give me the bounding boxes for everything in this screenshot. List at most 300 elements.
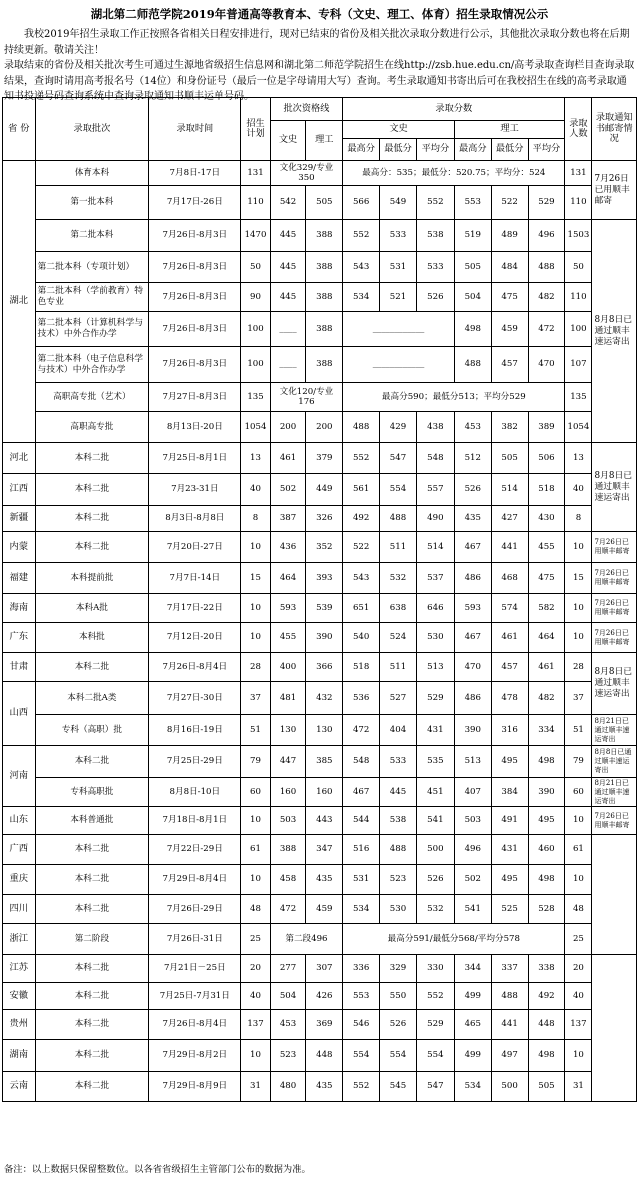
count-cell: 10 [565,807,592,835]
science-min-cell: 491 [491,807,528,835]
arts-avg-cell: 646 [416,594,454,623]
plan-cell: 40 [241,474,270,506]
time-cell: 7月22日-29日 [149,835,241,865]
time-cell: 8月16日-19日 [149,715,241,746]
science-max-cell: 390 [454,715,491,746]
notice-cell: 7月26日已用顺丰邮寄 [592,532,637,563]
batch-cell: 高职高专批 [35,412,149,443]
notice-cell: 7月26日已用顺丰邮寄 [592,563,637,594]
table-row [3,506,637,532]
science-avg-cell: 460 [528,835,565,865]
count-cell: 10 [565,865,592,895]
arts-min-cell: 429 [380,412,417,443]
batch-cell: 高职高专批（艺术） [35,383,149,412]
science-min-cell: 495 [491,865,528,895]
header-arts-min: 最低分 [380,139,417,161]
header-time: 录取时间 [149,98,241,161]
science-min-cell: 461 [491,623,528,653]
threshold-science-cell: 130 [306,715,343,746]
arts-max-cell: 540 [343,623,380,653]
batch-cell: 本科二批 [35,474,149,506]
batch-cell: 本科A批 [35,594,149,623]
count-cell: 10 [565,623,592,653]
threshold-science-cell: 388 [306,220,343,252]
arts-max-cell: 534 [343,895,380,924]
science-max-cell: 344 [454,955,491,983]
threshold-science-cell: 449 [306,474,343,506]
threshold-science-cell: 390 [306,623,343,653]
time-cell: 7月25日-29日 [149,746,241,778]
plan-cell: 25 [241,924,270,955]
arts-avg-cell: 529 [416,1010,454,1040]
province-cell: 浙江 [3,924,36,955]
batch-cell: 本科二批 [35,835,149,865]
science-max-cell: 498 [454,312,491,347]
science-avg-cell: 475 [528,563,565,594]
arts-min-cell: 488 [380,506,417,532]
threshold-science-cell: 369 [306,1010,343,1040]
count-cell: 25 [565,924,592,955]
science-max-cell: 593 [454,594,491,623]
time-cell: 7月21日－25日 [149,955,241,983]
table-row [3,924,637,955]
arts-max-cell: 518 [343,653,380,682]
science-min-cell: 478 [491,682,528,715]
science-avg-cell: 488 [528,252,565,283]
plan-cell: 40 [241,983,270,1010]
science-min-cell: 457 [491,347,528,383]
arts-min-cell: 511 [380,653,417,682]
province-cell: 广东 [3,623,36,653]
science-avg-cell: 455 [528,532,565,563]
province-cell: 海南 [3,594,36,623]
count-cell: 37 [565,682,592,715]
science-min-cell: 488 [491,983,528,1010]
province-cell: 湖北 [3,161,36,443]
arts-avg-cell: 529 [416,682,454,715]
threshold-science-cell: 326 [306,506,343,532]
arts-avg-cell: 532 [416,895,454,924]
table-row [3,532,637,563]
science-max-cell: 467 [454,532,491,563]
arts-min-cell: 532 [380,563,417,594]
science-min-cell: 522 [491,186,528,220]
batch-cell: 本科二批 [35,895,149,924]
arts-max-cell: 522 [343,532,380,563]
science-min-cell: 468 [491,563,528,594]
time-cell: 7月25日-7月31日 [149,983,241,1010]
arts-min-cell: 554 [380,474,417,506]
arts-avg-cell: 552 [416,983,454,1010]
header-notice: 录取通知书邮寄情况 [592,98,637,161]
science-max-cell: 502 [454,865,491,895]
threshold-arts-cell: 387 [270,506,306,532]
science-min-cell: 441 [491,1010,528,1040]
batch-cell: 体育本科 [35,161,149,186]
province-cell: 河南 [3,746,36,807]
header-plan: 招生计划 [241,98,270,161]
threshold-arts-cell: 503 [270,807,306,835]
header-science-max: 最高分 [454,139,491,161]
science-min-cell: 500 [491,1072,528,1102]
time-cell: 8月8日-10日 [149,778,241,807]
notice-cell: 8月8日已通过顺丰速运寄出 [592,653,637,715]
threshold-arts-cell: ____ [270,312,306,347]
arts-min-cell: 550 [380,983,417,1010]
arts-max-cell: 472 [343,715,380,746]
count-cell: 48 [565,895,592,924]
province-cell: 重庆 [3,865,36,895]
arts-max-cell: 516 [343,835,380,865]
header-science: 理工 [454,121,565,139]
arts-avg-cell: 490 [416,506,454,532]
threshold-science-cell: 388 [306,347,343,383]
table-row [3,1040,637,1072]
plan-cell: 137 [241,1010,270,1040]
count-cell: 8 [565,506,592,532]
plan-cell: 15 [241,563,270,594]
table-row [3,474,637,506]
threshold-arts-cell: 542 [270,186,306,220]
science-min-cell: 495 [491,746,528,778]
province-cell: 湖南 [3,1040,36,1072]
batch-cell: 专科（高职）批 [35,715,149,746]
time-cell: 7月27日-8月3日 [149,383,241,412]
batch-cell: 本科二批 [35,1010,149,1040]
science-avg-cell: 529 [528,186,565,220]
count-cell: 131 [565,161,592,186]
table-row [3,682,637,715]
plan-cell: 135 [241,383,270,412]
science-min-cell: 382 [491,412,528,443]
science-max-cell: 467 [454,623,491,653]
table-row [3,715,637,746]
threshold-science-cell: 366 [306,653,343,682]
arts-min-cell: 521 [380,283,417,312]
plan-cell: 31 [241,1072,270,1102]
arts-min-cell: 533 [380,220,417,252]
plan-cell: 100 [241,347,270,383]
arts-min-cell: 538 [380,807,417,835]
arts-min-cell: 445 [380,778,417,807]
threshold-arts-cell: 464 [270,563,306,594]
science-min-cell: 514 [491,474,528,506]
arts-avg-cell: 547 [416,1072,454,1102]
science-max-cell: 519 [454,220,491,252]
arts-avg-cell: 330 [416,955,454,983]
scores-merged-cell: 最高分：535；最低分：520.75；平均分：524 [343,161,565,186]
science-max-cell: 407 [454,778,491,807]
threshold-arts-cell: 502 [270,474,306,506]
page-title: 湖北第二师范学院2019年普通高等教育本、专科（文史、理工、体育）招生录取情况公示 [90,7,549,21]
intro-paragraph-2: 录取结束的省份及相关批次考生可通过生源地省级招生信息网和湖北第二师范学院招生在线http://zsb.hue.edu.cn/高考录取查询栏目查询录取结果，查询时请用高考报名号（14位）和身份证号（最后一位是字母请用大写）查询。考生录取通知书寄出后可在我校招生在线的高考录取通知书投递号码查询系统中查询录取通知书顺丰运单号码。 [4,60,635,102]
table-row [3,653,637,682]
count-cell: 31 [565,1072,592,1102]
notice-cell: 8月21日已通过顺丰速运寄出 [592,715,637,746]
batch-cell: 本科批 [35,623,149,653]
intro-paragraph-1: 我校2019年招生录取工作正按照各省相关日程安排进行，现对已结束的省份及相关批次录取分数进行公示，其他批次录取分数也将在后期持续更新。敬请关注！ [4,29,630,56]
science-min-cell: 316 [491,715,528,746]
batch-cell: 本科普通批 [35,807,149,835]
notice-cell: 8月8日已通过顺丰速运寄出 [592,746,637,778]
threshold-arts-cell: 455 [270,623,306,653]
province-cell: 四川 [3,895,36,924]
table-row [3,955,637,983]
threshold-science-cell: 307 [306,955,343,983]
header-batch: 录取批次 [35,98,149,161]
batch-cell: 第二批本科（专项计划） [35,252,149,283]
header-science-min: 最低分 [491,139,528,161]
science-min-cell: 574 [491,594,528,623]
plan-cell: 8 [241,506,270,532]
table-row [3,594,637,623]
threshold-science-cell: 539 [306,594,343,623]
intro-text [4,27,636,105]
science-max-cell: 453 [454,412,491,443]
science-min-cell: 337 [491,955,528,983]
threshold-arts-cell: 388 [270,835,306,865]
batch-cell: 本科二批A类 [35,682,149,715]
time-cell: 7月26日-8月3日 [149,252,241,283]
arts-min-cell: 527 [380,682,417,715]
science-min-cell: 427 [491,506,528,532]
science-avg-cell: 582 [528,594,565,623]
province-cell: 新疆 [3,506,36,532]
plan-cell: 10 [241,594,270,623]
science-avg-cell: 389 [528,412,565,443]
count-cell: 10 [565,594,592,623]
batch-cell: 第二批本科 [35,220,149,252]
threshold-science-cell: 200 [306,412,343,443]
notice-cell: 8月8日已通过顺丰速运寄出 [592,220,637,443]
count-cell: 1054 [565,412,592,443]
plan-cell: 51 [241,715,270,746]
count-cell: 10 [565,1040,592,1072]
count-cell: 100 [565,312,592,347]
science-min-cell: 475 [491,283,528,312]
threshold-arts-cell: 523 [270,1040,306,1072]
count-cell: 10 [565,532,592,563]
arts-max-cell: 651 [343,594,380,623]
arts-avg-cell: 431 [416,715,454,746]
plan-cell: 79 [241,746,270,778]
arts-avg-cell: 438 [416,412,454,443]
plan-cell: 100 [241,312,270,347]
arts-avg-cell: 500 [416,835,454,865]
count-cell: 13 [565,443,592,474]
science-avg-cell: 338 [528,955,565,983]
arts-min-cell: 547 [380,443,417,474]
time-cell: 8月13日-20日 [149,412,241,443]
arts-min-cell: 404 [380,715,417,746]
time-cell: 7月25日-8月1日 [149,443,241,474]
arts-avg-cell: 513 [416,653,454,682]
header-arts: 文史 [343,121,455,139]
threshold-merged-cell: 文化329/专业350 [270,161,343,186]
plan-cell: 61 [241,835,270,865]
time-cell: 8月3日-8月8日 [149,506,241,532]
table-row [3,283,637,312]
science-max-cell: 541 [454,895,491,924]
table-row [3,983,637,1010]
arts-avg-cell: 538 [416,220,454,252]
plan-cell: 10 [241,865,270,895]
count-cell: 107 [565,347,592,383]
science-min-cell: 489 [491,220,528,252]
notice-cell [592,835,637,955]
science-avg-cell: 482 [528,682,565,715]
plan-cell: 1054 [241,412,270,443]
threshold-science-cell: 379 [306,443,343,474]
province-cell: 广西 [3,835,36,865]
arts-max-cell: 552 [343,443,380,474]
arts-max-cell: 467 [343,778,380,807]
arts-min-cell: 526 [380,1010,417,1040]
notice-cell: 7月26日已用顺丰邮寄 [592,594,637,623]
science-min-cell: 431 [491,835,528,865]
count-cell: 15 [565,563,592,594]
arts-max-cell: 336 [343,955,380,983]
threshold-arts-cell: 400 [270,653,306,682]
header-threshold-science: 理工 [306,121,343,161]
table-row [3,161,637,186]
science-avg-cell: 498 [528,746,565,778]
science-avg-cell: 492 [528,983,565,1010]
plan-cell: 13 [241,443,270,474]
threshold-science-cell: 393 [306,563,343,594]
science-avg-cell: 498 [528,865,565,895]
table-row [3,623,637,653]
science-min-cell: 441 [491,532,528,563]
arts-min-cell: 549 [380,186,417,220]
time-cell: 7月26日-8月4日 [149,653,241,682]
science-min-cell: 384 [491,778,528,807]
batch-cell: 本科二批 [35,955,149,983]
time-cell: 7月18日-8月1日 [149,807,241,835]
province-cell: 山西 [3,682,36,746]
count-cell: 1503 [565,220,592,252]
arts-max-cell: 543 [343,563,380,594]
science-avg-cell: 482 [528,283,565,312]
time-cell: 7月26日-8月3日 [149,312,241,347]
time-cell: 7月17日-26日 [149,186,241,220]
plan-cell: 110 [241,186,270,220]
plan-cell: 10 [241,623,270,653]
threshold-arts-cell: 445 [270,220,306,252]
threshold-arts-cell: 277 [270,955,306,983]
arts-max-cell: 492 [343,506,380,532]
threshold-science-cell: 388 [306,252,343,283]
time-cell: 7月29日-8月4日 [149,865,241,895]
plan-cell: 10 [241,1040,270,1072]
time-cell: 7月23-31日 [149,474,241,506]
province-cell: 安徽 [3,983,36,1010]
time-cell: 7月26日-8月3日 [149,220,241,252]
batch-cell: 本科二批 [35,1040,149,1072]
threshold-science-cell: 388 [306,312,343,347]
province-cell: 福建 [3,563,36,594]
batch-cell: 本科提前批 [35,563,149,594]
arts-min-cell: 530 [380,895,417,924]
science-avg-cell: 472 [528,312,565,347]
arts-min-cell: 523 [380,865,417,895]
science-max-cell: 503 [454,807,491,835]
count-cell: 110 [565,186,592,220]
threshold-arts-cell: 436 [270,532,306,563]
plan-cell: 48 [241,895,270,924]
science-min-cell: 459 [491,312,528,347]
science-avg-cell: 528 [528,895,565,924]
batch-cell: 本科二批 [35,865,149,895]
threshold-science-cell: 459 [306,895,343,924]
threshold-science-cell: 347 [306,835,343,865]
arts-min-cell: 531 [380,252,417,283]
science-max-cell: 435 [454,506,491,532]
plan-cell: 90 [241,283,270,312]
plan-cell: 131 [241,161,270,186]
threshold-arts-cell: 481 [270,682,306,715]
notice-cell [592,955,637,1102]
batch-cell: 第二批本科（计算机科学与技术）中外合作办学 [35,312,149,347]
table-row [3,443,637,474]
province-cell: 江西 [3,474,36,506]
scores-merged-cell: 最高分591/最低分568/平均分578 [343,924,565,955]
arts-max-cell: 531 [343,865,380,895]
batch-cell: 本科二批 [35,443,149,474]
table-row [3,186,637,220]
arts-avg-cell: 548 [416,443,454,474]
threshold-science-cell: 385 [306,746,343,778]
threshold-merged-cell: 文化120/专业176 [270,383,343,412]
table-row [3,807,637,835]
science-avg-cell: 464 [528,623,565,653]
arts-min-cell: 533 [380,746,417,778]
header-scores: 录取分数 [343,98,565,121]
table-row [3,1010,637,1040]
time-cell: 7月8日-17日 [149,161,241,186]
science-avg-cell: 498 [528,1040,565,1072]
table-row [3,412,637,443]
science-min-cell: 505 [491,443,528,474]
arts-avg-cell: 530 [416,623,454,653]
count-cell: 61 [565,835,592,865]
threshold-arts-cell: 504 [270,983,306,1010]
arts-max-cell: 554 [343,1040,380,1072]
arts-avg-cell: 526 [416,283,454,312]
batch-cell: 第一批本科 [35,186,149,220]
batch-cell: 第二阶段 [35,924,149,955]
province-cell: 内蒙 [3,532,36,563]
table-row [3,835,637,865]
arts-min-cell: 524 [380,623,417,653]
science-min-cell: 525 [491,895,528,924]
arts-avg-cell: 535 [416,746,454,778]
threshold-science-cell: 435 [306,865,343,895]
plan-cell: 10 [241,807,270,835]
notice-cell: 7月26日已用顺丰邮寄 [592,161,637,220]
table-row [3,563,637,594]
batch-cell: 本科二批 [35,532,149,563]
admission-table [2,97,637,1102]
science-avg-cell: 470 [528,347,565,383]
count-cell: 28 [565,653,592,682]
science-max-cell: 488 [454,347,491,383]
time-cell: 7月12日-20日 [149,623,241,653]
notice-cell: 8月8日已通过顺丰速运寄出 [592,443,637,532]
batch-cell: 本科二批 [35,1072,149,1102]
arts-avg-cell: 533 [416,252,454,283]
time-cell: 7月26日-31日 [149,924,241,955]
